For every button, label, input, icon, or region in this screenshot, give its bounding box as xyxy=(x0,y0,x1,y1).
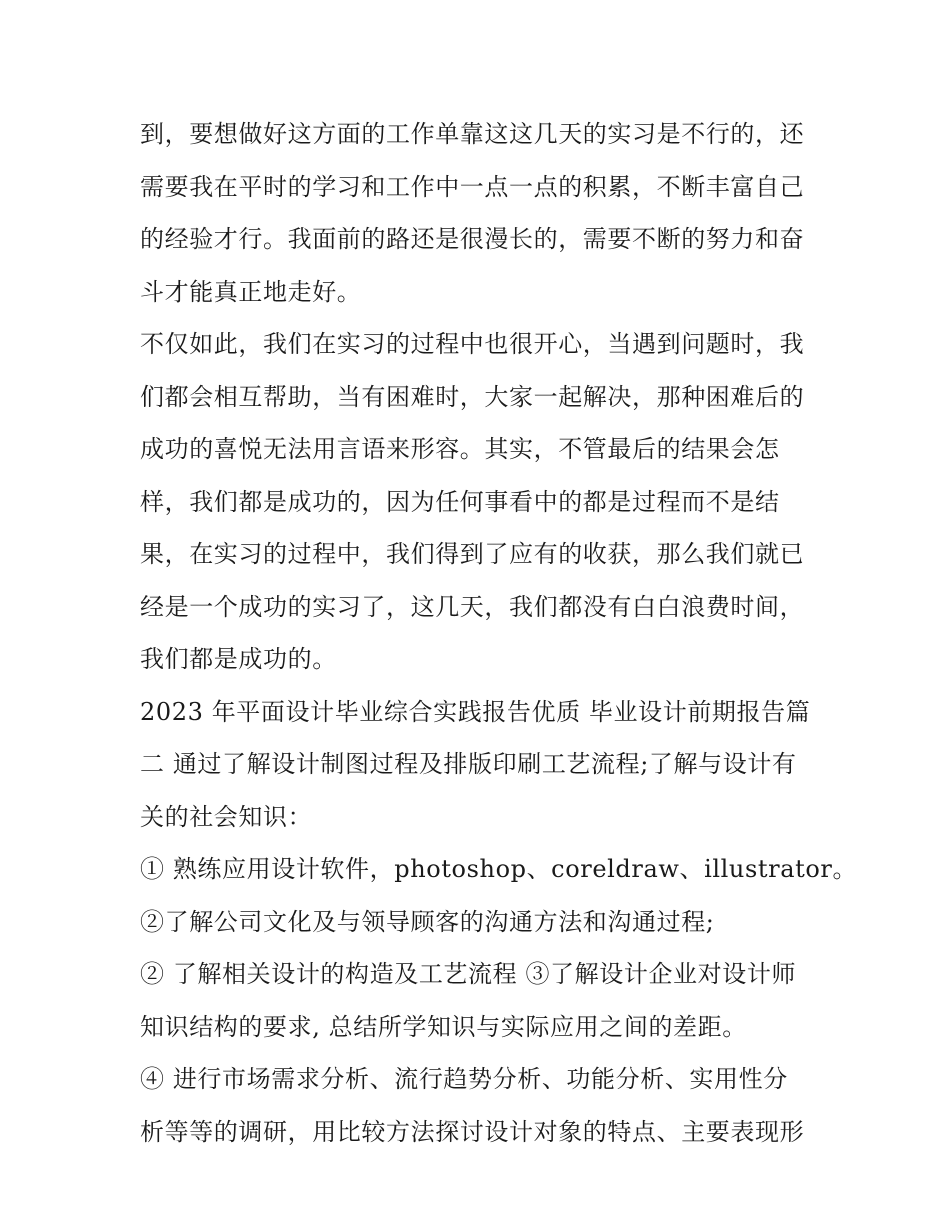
list-item-line: ②了解公司文化及与领导顾客的沟通方法和沟通过程; xyxy=(140,907,715,936)
list-item-line: ① 熟练应用设计软件，photoshop、coreldraw、illustrator。 xyxy=(140,855,858,883)
text-line: 知识结构的要求, 总结所学知识与实际应用之间的差距。 xyxy=(140,1012,747,1041)
text-line: 到，要想做好这方面的工作单靠这这几天的实习是不行的，还 xyxy=(140,120,805,148)
text-line: 斗才能真正地走好。 xyxy=(140,277,362,306)
list-item-line: ② 了解相关设计的构造及工艺流程 ③了解设计企业对设计师 xyxy=(140,960,797,988)
text-line: 不仅如此，我们在实习的过程中也很开心，当遇到问题时，我 xyxy=(140,330,805,358)
text-line: 们都会相互帮助，当有困难时，大家一起解决，那种困难后的 xyxy=(140,382,805,411)
text-line: 关的社会知识： xyxy=(140,802,313,831)
text-line: 经是一个成功的实习了，这几天，我们都没有白白浪费时间， xyxy=(140,592,805,621)
text-line: 析等等的调研，用比较方法探讨设计对象的特点、主要表现形 xyxy=(140,1117,805,1146)
text-line: 我们都是成功的。 xyxy=(140,645,337,673)
section-heading-line: 2023 年平面设计毕业综合实践报告优质 毕业设计前期报告篇 xyxy=(140,697,811,726)
text-line: 成功的喜悦无法用言语来形容。其实，不管最后的结果会怎 xyxy=(140,435,780,463)
text-line: 的经验才行。我面前的路还是很漫长的，需要不断的努力和奋 xyxy=(140,225,805,253)
list-item-line: ④ 进行市场需求分析、流行趋势分析、功能分析、实用性分 xyxy=(140,1065,788,1093)
text-line: 果，在实习的过程中，我们得到了应有的收获，那么我们就已 xyxy=(140,540,805,568)
text-line: 需要我在平时的学习和工作中一点一点的积累，不断丰富自己 xyxy=(140,172,805,201)
text-line: 样，我们都是成功的，因为任何事看中的都是过程而不是结 xyxy=(140,487,780,516)
text-line: 二 通过了解设计制图过程及排版印刷工艺流程;了解与设计有 xyxy=(140,750,797,778)
document-body xyxy=(140,108,858,1158)
